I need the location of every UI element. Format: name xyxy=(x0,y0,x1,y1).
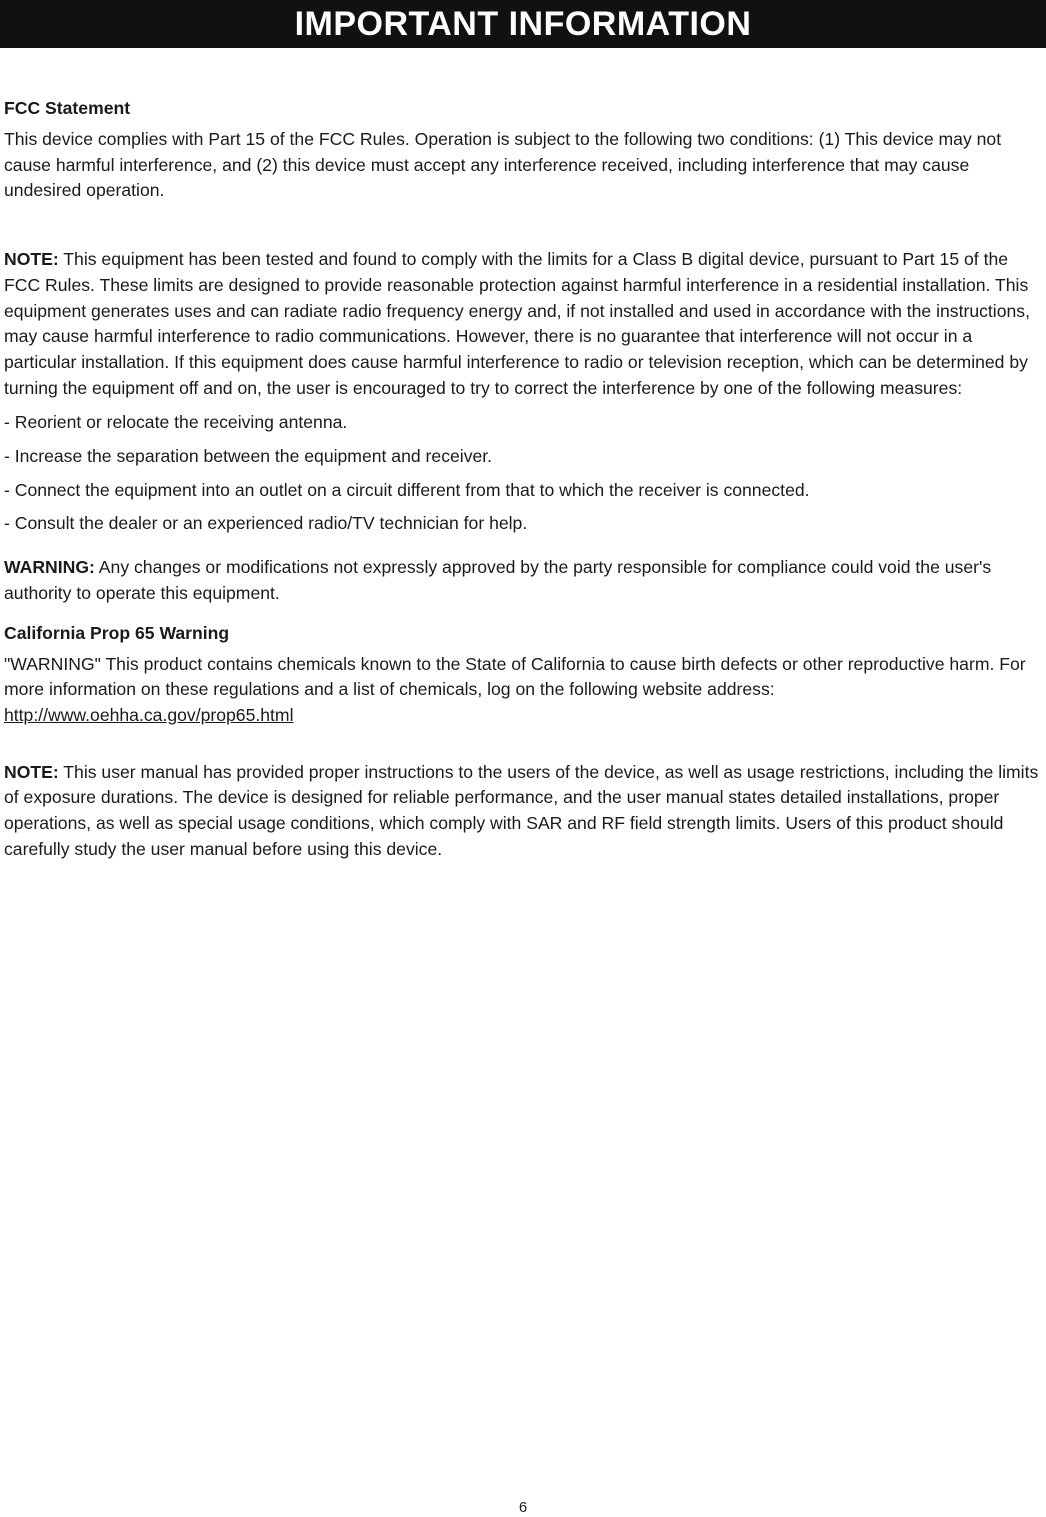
header-bar xyxy=(0,0,1046,48)
prop65-heading: California Prop 65 Warning xyxy=(4,622,230,643)
list-item: - Reorient or relocate the receiving antenna. xyxy=(4,412,348,433)
page-number: 6 xyxy=(518,1499,528,1516)
fcc-heading: FCC Statement xyxy=(4,98,131,118)
measures-list xyxy=(4,410,1044,537)
document-content xyxy=(4,96,1044,862)
list-item: - Consult the dealer or an experienced radio/TV technician for help. xyxy=(4,513,528,534)
note-label: NOTE: xyxy=(4,761,59,782)
warning-paragraph xyxy=(4,555,1044,606)
note-text: This equipment has been tested and found to comply with the limits for a Class B digital device, pursuant to Part 15 of the FCC Rules. These limits are designed to provide reasonable protection against harmful interference in a residential installation. This equipment generates uses and can radiate radio frequency energy and, if not installed and used in accordance with the instructions, may cause harmful interference to radio communications. However, there is no guarantee that interference will not occur in a particular installation. If this equipment does cause harmful interference to radio or television reception, which can be determined by turning the equipment off and on, the user is encouraged to try to correct the interference by one of the following measures: xyxy=(4,249,1030,398)
note-label: NOTE: xyxy=(4,249,59,270)
note-paragraph-1 xyxy=(4,247,1044,401)
prop65-link[interactable]: http://www.oehha.ca.gov/prop65.html xyxy=(4,704,294,725)
fcc-statement-text: This device complies with Part 15 of the FCC Rules. Operation is subject to the following two conditions: (1) This device may not cause harmful interference, and (2) this device must accept any interference received, including interference that may cause undesired operation. xyxy=(4,129,1002,201)
page-title: IMPORTANT INFORMATION xyxy=(294,5,752,43)
note-text: This user manual has provided proper instructions to the users of the device, as well as usage restrictions, including the limits of exposure durations. The device is designed for reliable performance, and the user manual states detailed installations, proper operations, as well as special usage conditions, which comply with SAR and RF field strength limits. Users of this product should carefully study the user manual before using this device. xyxy=(4,761,1039,859)
warning-text: Any changes or modifications not expressly approved by the party responsible for compliance could void the user's authority to operate this equipment. xyxy=(4,557,992,603)
prop65-paragraph xyxy=(4,652,1044,729)
list-item: - Increase the separation between the equipment and receiver. xyxy=(4,446,493,467)
warning-label: WARNING: xyxy=(4,557,95,578)
note-paragraph-2 xyxy=(4,760,1044,863)
prop65-text: "WARNING" This product contains chemicals known to the State of California to cause birth defects or other reproductive harm. For more information on these regulations and a list of chemicals, log on the following website address: xyxy=(4,653,1026,700)
list-item: - Connect the equipment into an outlet on a circuit different from that to which the receiver is connected. xyxy=(4,479,810,500)
